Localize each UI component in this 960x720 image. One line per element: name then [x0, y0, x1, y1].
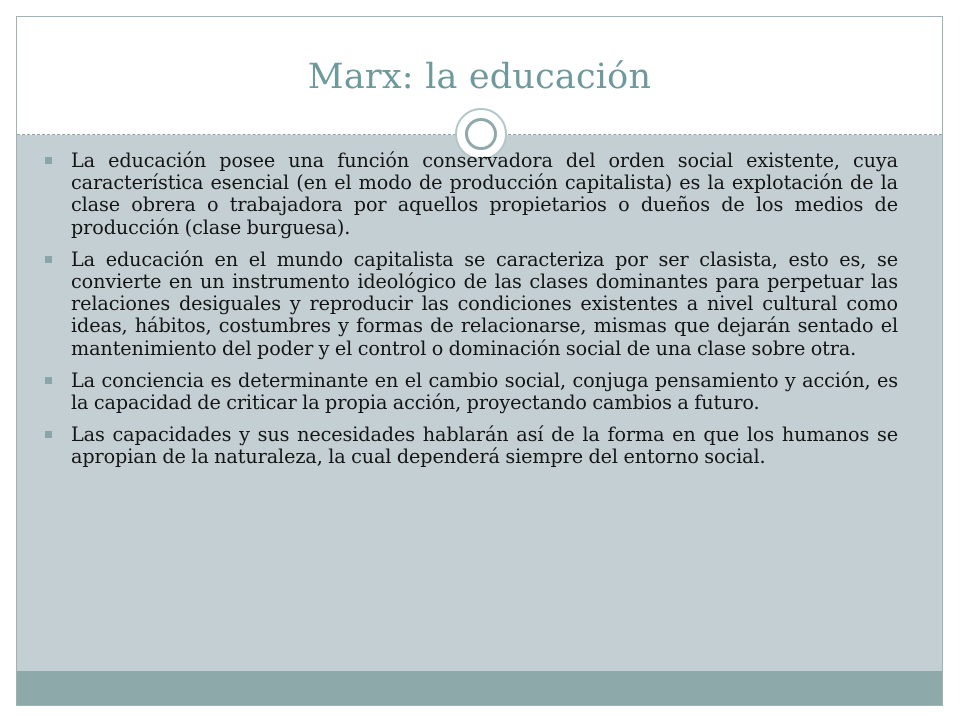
bullet-text: Las capacidades y sus necesidades hablarán así de la forma en que los humanos se apropian de la naturaleza, la cual dependerá siempre del entorno social. [71, 423, 898, 469]
square-bullet-icon [45, 157, 52, 164]
bullet-item [43, 249, 898, 360]
square-bullet-icon [45, 377, 52, 384]
bullet-item [43, 150, 898, 239]
bullet-text: La educación posee una función conservadora del orden social existente, cuya característica esencial (en el modo de producción capitalista) es la explotación de la clase obrera o trabajadora por aquellos propietarios o dueños de los medios de producción (clase burguesa). [71, 149, 898, 239]
bullet-list [43, 150, 898, 479]
bullet-text: La educación en el mundo capitalista se caracteriza por ser clasista, esto es, se convierte en un instrumento ideológico de las clases dominantes para perpetuar las relaciones desiguales y reproducir las condiciones existentes a nivel cultural como ideas, hábitos, costumbres y formas de relacionarse, mismas que dejarán sentado el mantenimiento del poder y el control o dominación social de una clase sobre otra. [71, 247, 898, 360]
circle-ornament-inner-ring [465, 118, 497, 150]
slide-title: Marx: la educación [307, 57, 652, 97]
bottom-bar [17, 671, 942, 706]
bullet-item [43, 370, 898, 414]
square-bullet-icon [45, 431, 52, 438]
bullet-item [43, 424, 898, 468]
square-bullet-icon [45, 256, 52, 263]
bullet-text: La conciencia es determinante en el cambio social, conjuga pensamiento y acción, es la capacidad de criticar la propia acción, proyectando cambios a futuro. [71, 368, 898, 415]
